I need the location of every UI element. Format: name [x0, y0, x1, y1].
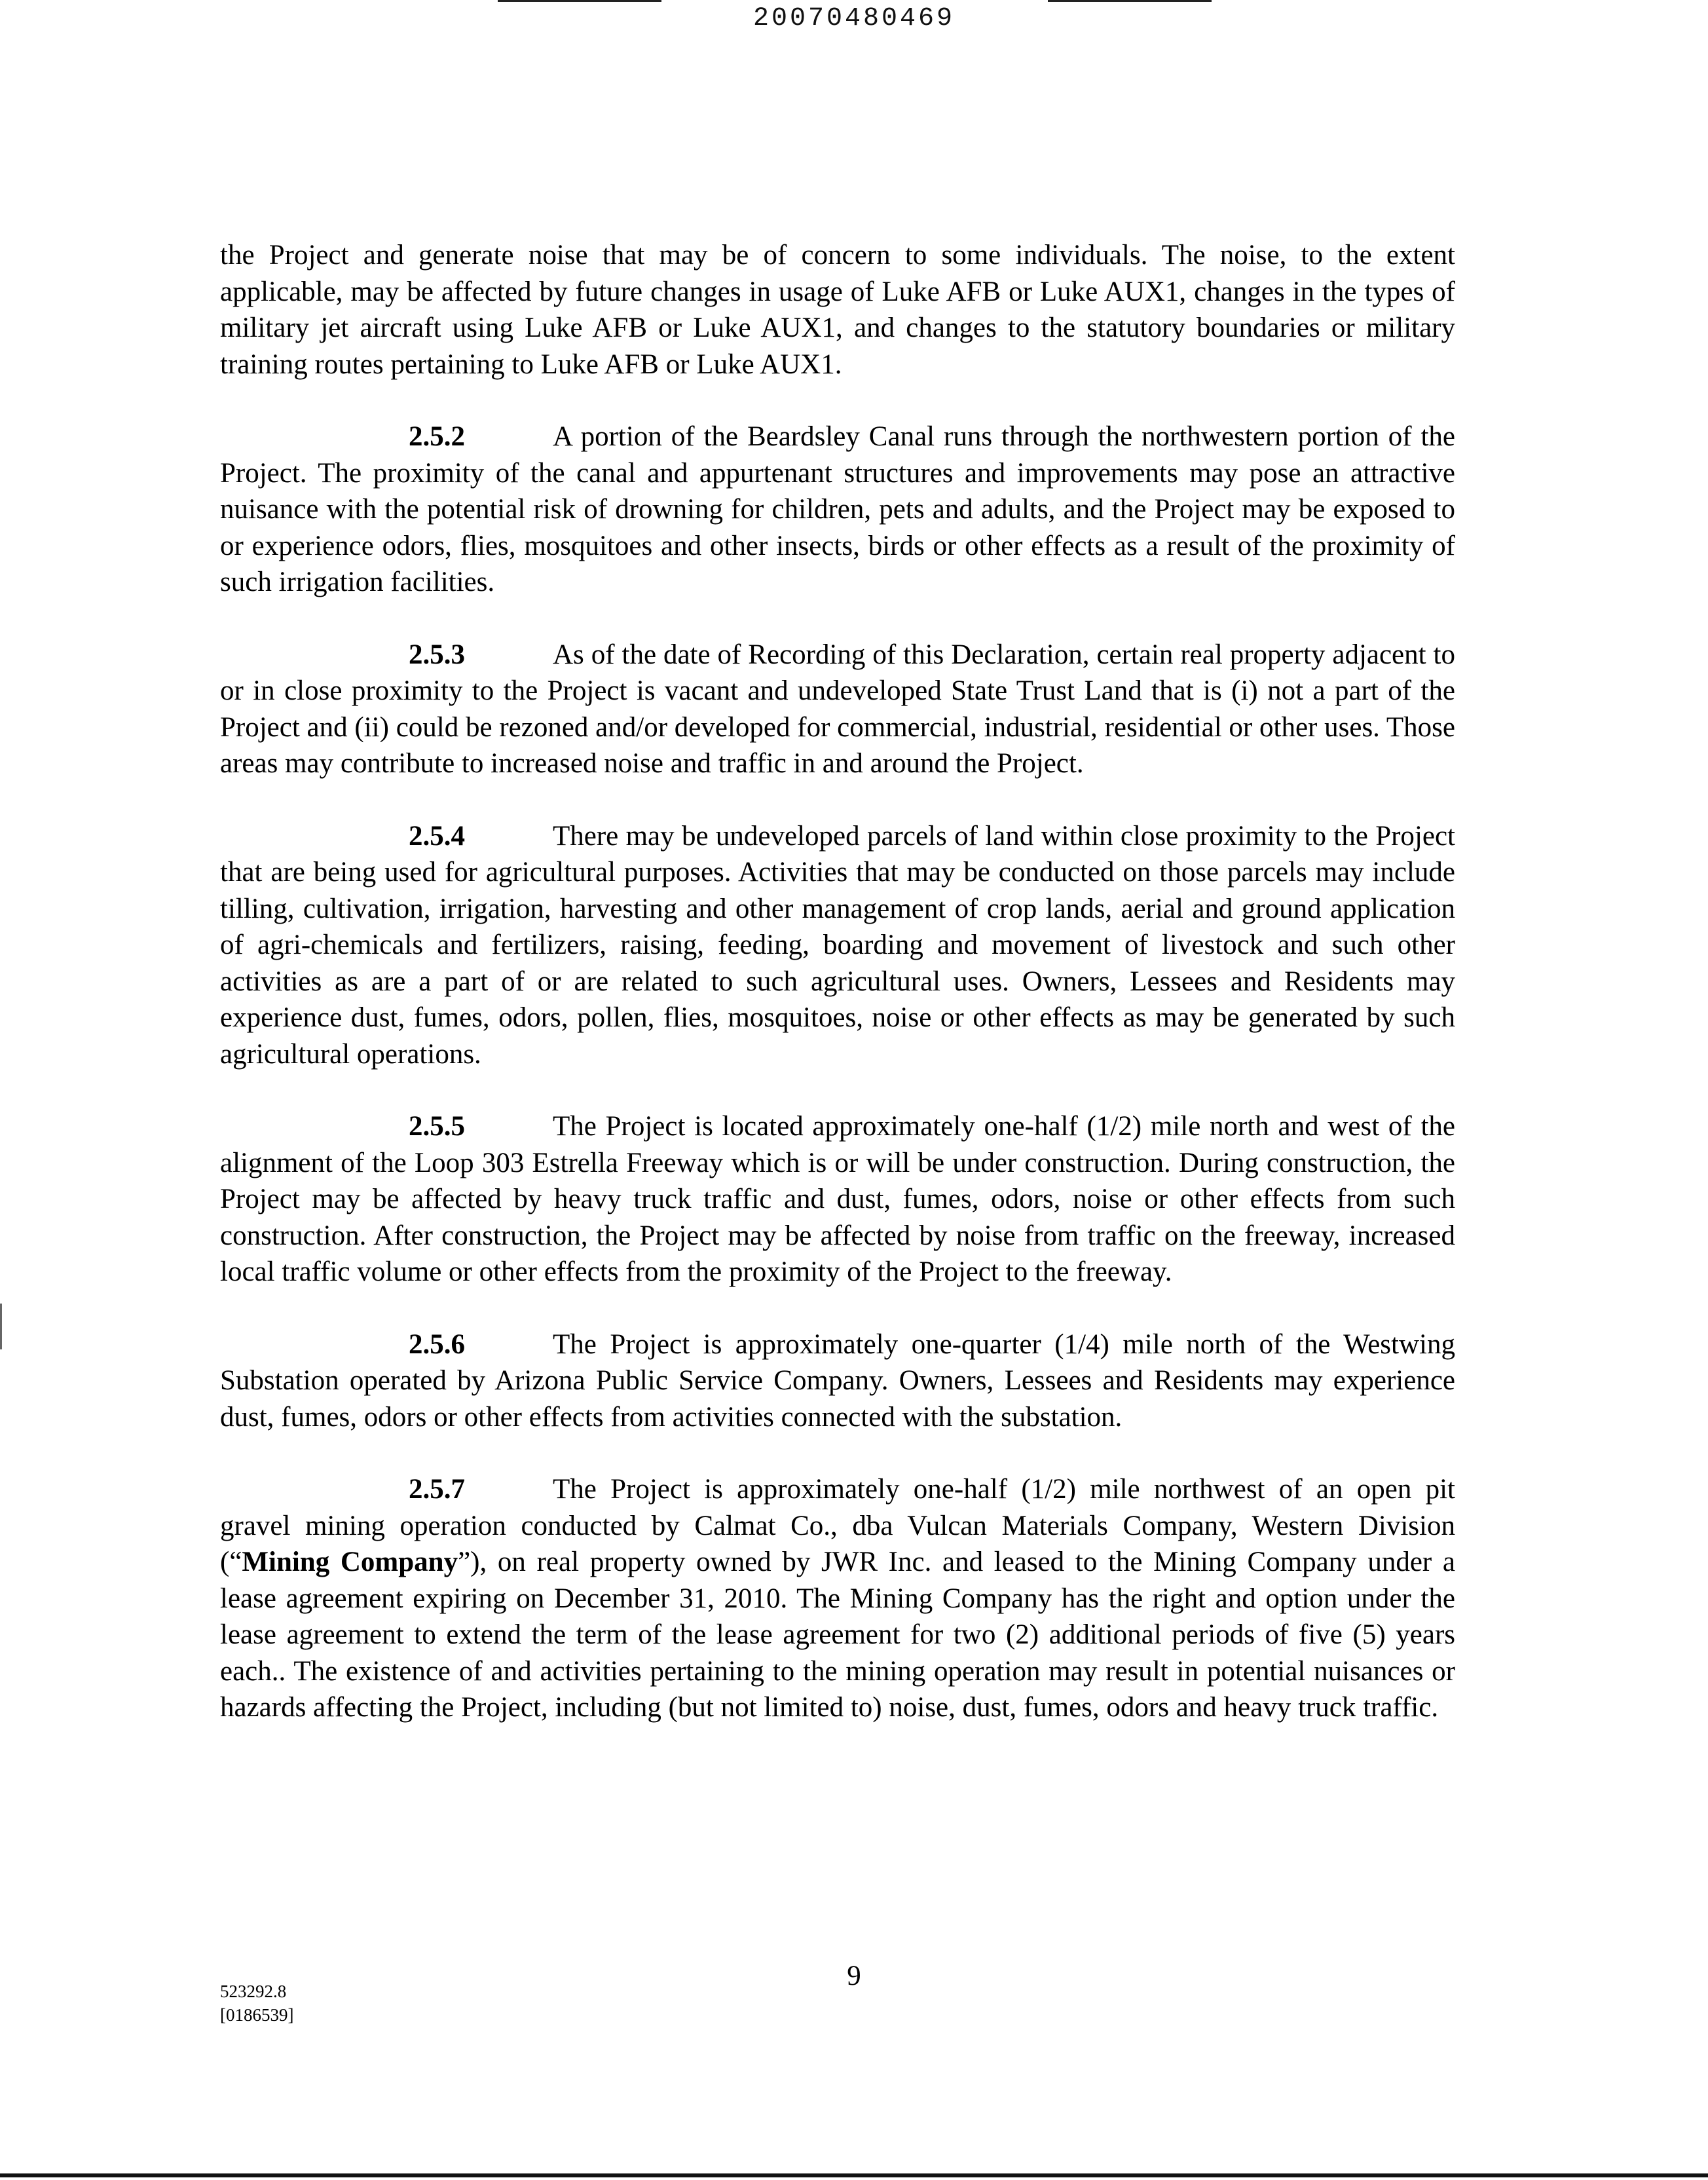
footer-client-matter: [0186539] — [220, 2005, 294, 2025]
document-body — [220, 237, 1455, 1762]
page-number: 9 — [847, 1961, 861, 1991]
section-number: 2.5.6 — [409, 1328, 465, 1360]
section-number: 2.5.4 — [409, 820, 465, 852]
paragraph-text: the Project and generate noise that may be of concern to some individuals. The noise, to the extent applicable, may be affected by future changes in usage of Luke AFB or Luke AUX1, changes in the types of military jet aircraft using Luke AFB or Luke AUX1, and changes to the statutory boundaries or military training routes pertaining to Luke AFB or Luke AUX1. — [220, 240, 1455, 380]
document-number: 20070480469 — [752, 4, 956, 33]
paragraph-text: The Project is approximately one-quarter (1/4) mile north of the Westwing Substation operated by Arizona Public Service Company. Owners, Lessees and Residents may experience dust, fumes, odors or other effects from activities connected with the substation. — [220, 1328, 1455, 1433]
scan-edge-mark — [0, 1304, 2, 1349]
paragraph-2-5-6 — [220, 1326, 1455, 1436]
paragraph-text: There may be undeveloped parcels of land within close proximity to the Project that are being used for agricultural purposes. Activities that may be conducted on those parcels may include tilling, cultivation, irrigation, harvesting and other management of crop lands, aerial and ground application of agri-chemicals and fertilizers, raising, feeding, boarding and movement of livestock and such other activities as are a part of or are related to such agricultural uses. Owners, Lessees and Residents may experience dust, fumes, odors, pollen, flies, mosquitoes, noise or other effects as may be generated by such agricultural operations. — [220, 820, 1455, 1070]
paragraph-2-5-7 — [220, 1471, 1455, 1726]
section-number: 2.5.2 — [409, 421, 465, 452]
paragraph-text: A portion of the Beardsley Canal runs through the northwestern portion of the Project. The proximity of the canal and appurtenant structures and improvements may pose an attractive nuisance with the potential risk of drowning for children, pets and adults, and the Project may be exposed to or experience odors, flies, mosquitoes and other insects, birds or other effects as a result of the proximity of such irrigation facilities. — [220, 421, 1455, 597]
section-number: 2.5.3 — [409, 639, 465, 670]
footer-doc-ids — [220, 1980, 293, 2027]
paragraph-text: As of the date of Recording of this Declaration, certain real property adjacent to or in close proximity to the Project is vacant and undeveloped State Trust Land that is (i) not a part of the Project and (ii) could be rezoned and/or developed for commercial, industrial, residential or other uses. Those areas may contribute to increased noise and traffic in and around the Project. — [220, 639, 1455, 779]
header-rule-right — [1048, 0, 1212, 2]
paragraph-2-5-3 — [220, 637, 1455, 782]
paragraph-2-5-2 — [220, 419, 1455, 601]
footer-doc-id: 523292.8 — [220, 1982, 287, 2001]
paragraph-text-before: The Project is approximately one-half (1/2) mile northwest of an open pit gravel mining operation conducted by Calmat Co., dba Vulcan Materials Company, Western Division (“ — [220, 1474, 1455, 1577]
paragraph-continuation — [220, 237, 1455, 383]
defined-term: Mining Company — [242, 1547, 458, 1577]
paragraph-text-after: ”), on real property owned by JWR Inc. and leased to the Mining Company under a lease agreement expiring on December 31, 2010. The Mining Company has the right and option under the lease agreement to extend the term of the lease agreement for two (2) additional periods of five (5) years each.. The existence of and activities pertaining to the mining operation may result in potential nuisances or hazards affecting the Project, including (but not limited to) noise, dust, fumes, odors and heavy truck traffic. — [220, 1547, 1456, 1723]
section-number: 2.5.7 — [409, 1474, 465, 1505]
section-number: 2.5.5 — [409, 1111, 465, 1142]
paragraph-text: The Project is located approximately one-half (1/2) mile north and west of the alignment of the Loop 303 Estrella Freeway which is or will be under construction. During construction, the Project may be affected by heavy truck traffic and dust, fumes, odors, noise or other effects from such construction. After construction, the Project may be affected by noise from traffic on the freeway, increased local traffic volume or other effects from the proximity of the Project to the freeway. — [220, 1111, 1455, 1287]
paragraph-2-5-4 — [220, 818, 1455, 1073]
header-rule-left — [498, 0, 661, 2]
paragraph-2-5-5 — [220, 1108, 1455, 1290]
bottom-border-rule — [0, 2173, 1708, 2177]
